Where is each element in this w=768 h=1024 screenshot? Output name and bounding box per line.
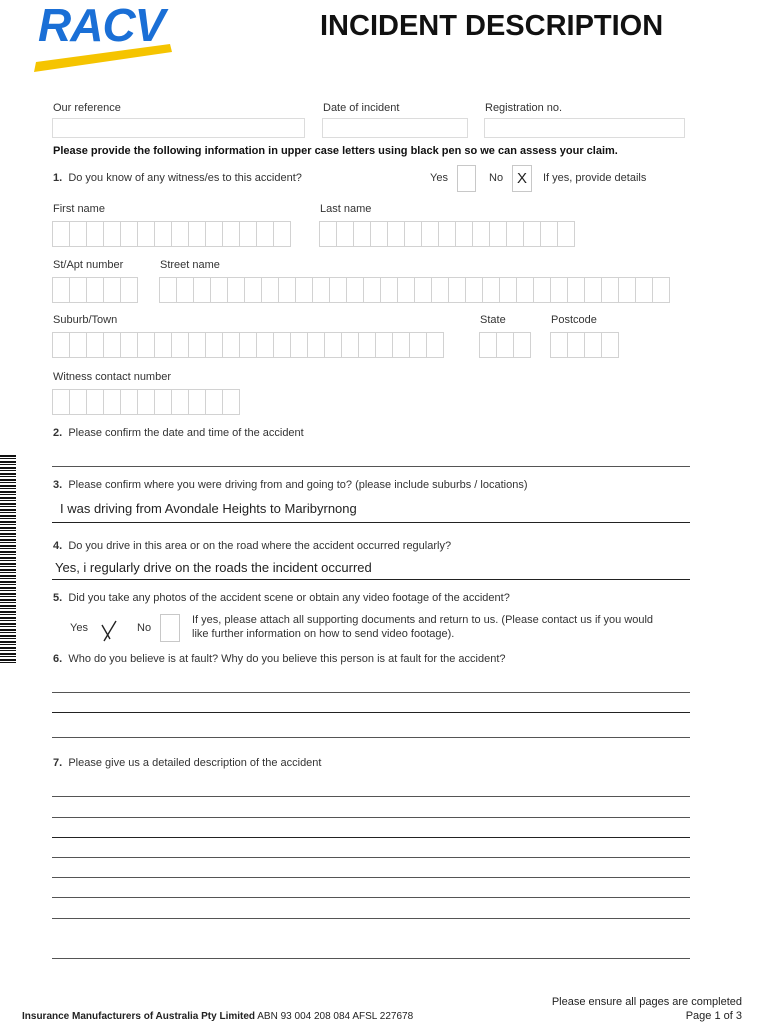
q5-no-checkbox[interactable]: [160, 614, 180, 642]
logo-text: RACV: [38, 0, 165, 51]
first-name-field[interactable]: [52, 221, 291, 247]
footer-ensure-text: Please ensure all pages are completed: [551, 996, 742, 1008]
contact-number-label: Witness contact number: [53, 371, 171, 383]
last-name-field[interactable]: [319, 221, 575, 247]
date-of-incident-field[interactable]: [322, 118, 468, 138]
q7-text: [53, 757, 321, 769]
q2-answer-line[interactable]: [52, 466, 690, 467]
q6-question: Who do you believe is at fault? Why do you believe this person is at fault for the accident?: [68, 653, 506, 665]
footer-company-name: Insurance Manufacturers of Australia Pty Limited: [22, 1011, 256, 1022]
q5-question: Did you take any photos of the accident scene or obtain any video footage of the accident?: [68, 592, 510, 604]
q7-answer-line-8[interactable]: [52, 958, 690, 959]
q1-question: Do you know of any witness/es to this accident?: [68, 172, 302, 184]
q7-answer-line-7[interactable]: [52, 918, 690, 919]
footer-company: [22, 1011, 413, 1022]
date-of-incident-label: Date of incident: [323, 102, 400, 114]
q6-answer-line-3[interactable]: [52, 737, 690, 738]
q5-no-label: No: [137, 622, 152, 634]
q5-yes-checkbox[interactable]: [97, 614, 121, 643]
q4-answer-line[interactable]: [52, 579, 690, 580]
q1-no-checkbox[interactable]: X: [512, 165, 532, 192]
q5-number: 5.: [53, 592, 63, 604]
barcode: [0, 455, 16, 665]
q6-answer-line-1[interactable]: [52, 692, 690, 693]
q7-answer-line-6[interactable]: [52, 897, 690, 898]
postcode-field[interactable]: [550, 332, 619, 358]
suburb-label: Suburb/Town: [53, 314, 118, 326]
st-apt-field[interactable]: [52, 277, 138, 303]
q6-answer-line-2[interactable]: [52, 712, 690, 713]
q7-question: Please give us a detailed description of the accident: [68, 757, 322, 769]
q4-answer: Yes, i regularly drive on the roads the incident occurred: [55, 560, 372, 575]
street-name-label: Street name: [160, 259, 220, 271]
q3-question: Please confirm where you were driving from and going to? (please include suburbs / locations): [68, 479, 528, 491]
q2-text: [53, 427, 304, 439]
footer-page-number: Page 1 of 3: [685, 1010, 742, 1022]
q5-note-line2: like further information on how to send video footage).: [192, 628, 455, 640]
q6-number: 6.: [53, 653, 63, 665]
q4-question: Do you drive in this area or on the road where the accident occurred regularly?: [68, 540, 452, 552]
q4-number: 4.: [53, 540, 63, 552]
q3-text: [53, 479, 528, 491]
q7-answer-line-4[interactable]: [52, 857, 690, 858]
our-reference-field[interactable]: [52, 118, 305, 138]
q7-answer-line-1[interactable]: [52, 796, 690, 797]
q5-yes-label: Yes: [70, 622, 88, 634]
footer-abn: ABN 93 004 208 084 AFSL 227678: [257, 1011, 414, 1022]
q7-answer-line-3[interactable]: [52, 837, 690, 838]
instruction-text: Please provide the following information in upper case letters using black pen so we can assess your claim.: [53, 145, 618, 157]
q6-text: [53, 653, 506, 665]
q3-answer: I was driving from Avondale Heights to Maribyrnong: [60, 501, 357, 516]
q3-number: 3.: [53, 479, 63, 491]
q3-answer-line[interactable]: [52, 522, 690, 523]
q1-yes-checkbox[interactable]: [457, 165, 476, 192]
registration-label: Registration no.: [485, 102, 563, 114]
q7-number: 7.: [53, 757, 63, 769]
q1-text: [53, 172, 302, 184]
our-reference-label: Our reference: [53, 102, 121, 114]
postcode-label: Postcode: [551, 314, 597, 326]
racv-logo: [32, 0, 172, 74]
state-field[interactable]: [479, 332, 531, 358]
last-name-label: Last name: [320, 203, 372, 215]
street-name-field[interactable]: [159, 277, 670, 303]
q7-answer-line-5[interactable]: [52, 877, 690, 878]
st-apt-label: St/Apt number: [53, 259, 124, 271]
page-title: INCIDENT DESCRIPTION: [320, 10, 664, 42]
registration-field[interactable]: [484, 118, 685, 138]
q1-number: 1.: [53, 172, 63, 184]
q2-question: Please confirm the date and time of the accident: [68, 427, 304, 439]
q5-note-line1: If yes, please attach all supporting documents and return to us. (Please contact us if you would: [192, 614, 654, 626]
q7-answer-line-2[interactable]: [52, 817, 690, 818]
q2-number: 2.: [53, 427, 63, 439]
q1-details-label: If yes, provide details: [543, 172, 647, 184]
contact-number-field[interactable]: [52, 389, 240, 415]
q5-yes-check-mark: [98, 615, 122, 644]
suburb-field[interactable]: [52, 332, 444, 358]
q1-no-label: No: [489, 172, 504, 184]
q1-yes-label: Yes: [430, 172, 448, 184]
q5-text: [53, 592, 510, 604]
state-label: State: [480, 314, 506, 326]
q4-text: [53, 540, 451, 552]
first-name-label: First name: [53, 203, 105, 215]
